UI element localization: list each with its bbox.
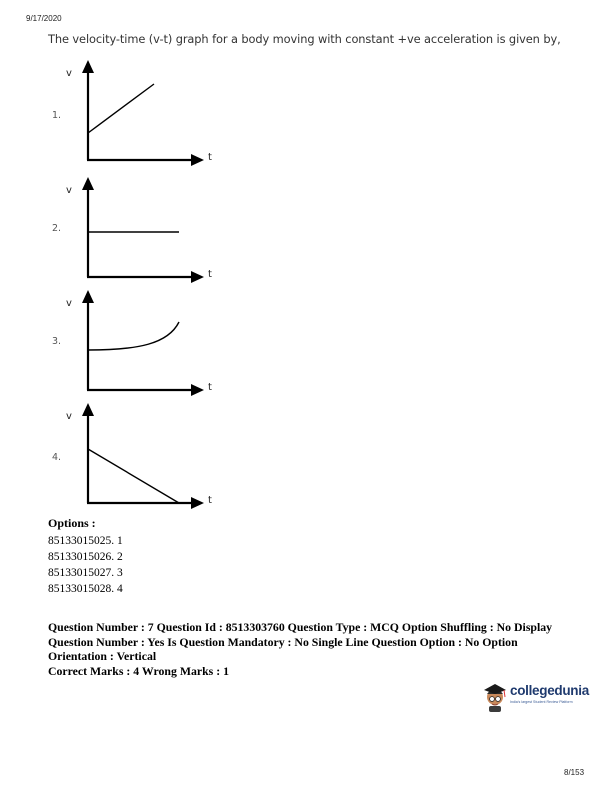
y-axis-label: v xyxy=(66,298,72,309)
graph-number: 4. xyxy=(52,452,62,463)
question-metadata xyxy=(48,620,588,664)
x-axis-label: t xyxy=(208,152,212,163)
logo-wordmark: collegedunia xyxy=(510,683,589,698)
question-text: The velocity-time (v-t) graph for a body moving with constant +ve acceleration is given by, xyxy=(48,32,561,46)
graph-number: 2. xyxy=(52,223,62,234)
collegedunia-logo xyxy=(482,680,592,716)
v-t-graph-2 xyxy=(48,177,228,287)
x-axis-label: t xyxy=(208,382,212,393)
graduate-mascot-icon xyxy=(482,680,510,714)
y-axis-label: v xyxy=(66,68,72,79)
y-axis-label: v xyxy=(66,185,72,196)
marks-info: Correct Marks : 4 Wrong Marks : 1 xyxy=(48,664,229,678)
option-item: 85133015026. 2 xyxy=(48,551,123,563)
metadata-line: Question Number : 7 Question Id : 8513303760 Question Type : MCQ Option Shuffling : No Display xyxy=(48,620,553,634)
logo-tagline: India's largest Student Review Platform xyxy=(510,700,573,704)
metadata-line: Orientation : Vertical xyxy=(48,649,157,663)
x-axis-label: t xyxy=(208,495,212,506)
print-date: 9/17/2020 xyxy=(26,14,62,23)
option-item: 85133015025. 1 xyxy=(48,535,123,547)
v-t-graph-1 xyxy=(48,60,228,170)
graph-option-3 xyxy=(48,290,228,400)
metadata-line: Question Number : Yes Is Question Mandatory : No Single Line Question Option : No Option xyxy=(48,634,518,649)
x-axis-label: t xyxy=(208,269,212,280)
graph-option-2 xyxy=(48,177,228,287)
v-t-graph-4 xyxy=(48,403,228,513)
graph-option-1 xyxy=(48,60,228,170)
v-t-graph-3 xyxy=(48,290,228,400)
graph-number: 1. xyxy=(52,110,62,121)
option-item: 85133015028. 4 xyxy=(48,583,123,595)
page-number: 8/153 xyxy=(564,768,585,777)
graph-number: 3. xyxy=(52,336,62,347)
option-item: 85133015027. 3 xyxy=(48,567,123,579)
graph-option-4 xyxy=(48,403,228,513)
y-axis-label: v xyxy=(66,411,72,422)
options-heading: Options : xyxy=(48,516,96,530)
